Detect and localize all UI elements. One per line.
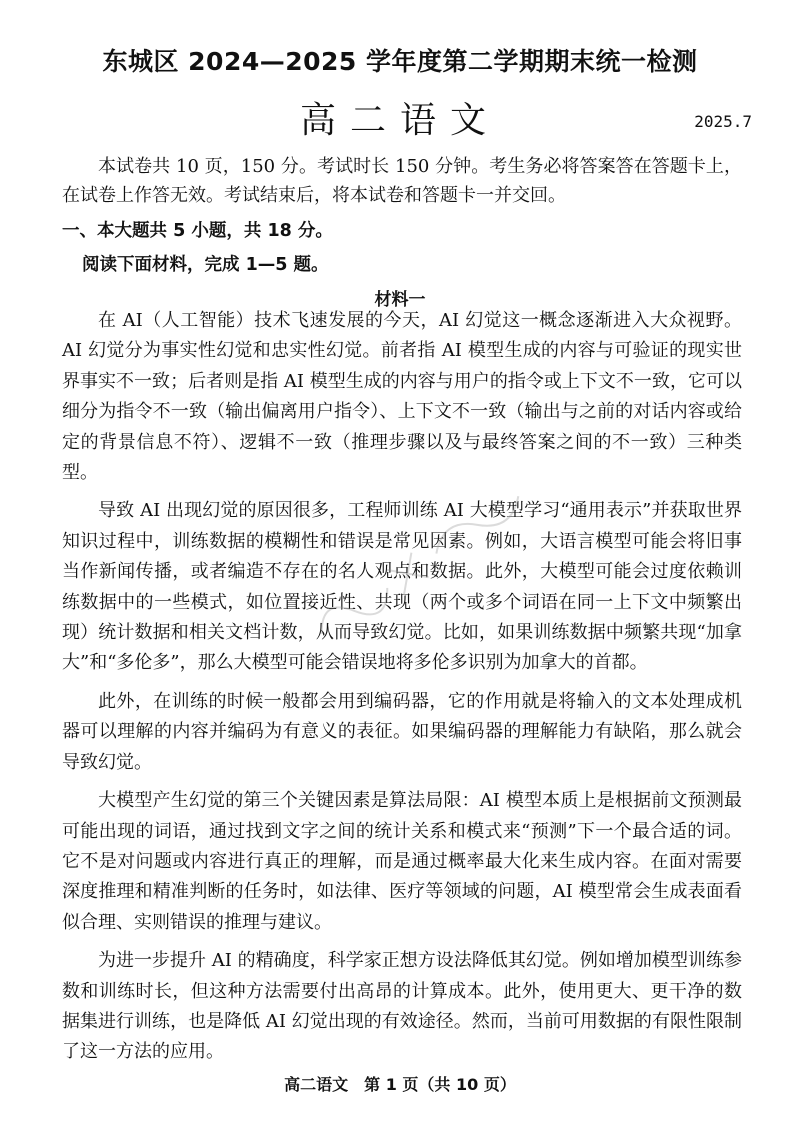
material-paragraph: 大模型产生幻觉的第三个关键因素是算法局限：AI 模型本质上是根据前文预测最可能出现的词语，通过找到文字之间的统计关系和模式来“预测”下一个最合适的词。它不是对问题或内容进行真正的理解，而是通过概率最大化来生成内容。在面对需要深度推理和精准判断的任务时，如法律、医疗等领域的问题，AI 模型常会生成表面看似合理、实则错误的推理与建议。 [62,790,742,933]
material-paragraph: 在 AI（人工智能）技术飞速发展的今天，AI 幻觉这一概念逐渐进入大众视野。AI 幻觉分为事实性幻觉和忠实性幻觉。前者指 AI 模型生成的内容与可验证的现实世界事实不一致；后者则是指 AI 模型生成的内容与用户的指令或上下文不一致，它可以细分为指令不一致（输出偏离用户指令）、上下文不一致（输出与之前的对话内容或给定的背景信息不符）、逻辑不一致（推理步骤以及与最终答案之间的不一致）三种类型。 [62,310,742,484]
page-footer: 高二语文 第 1 页（共 10 页） [284,1075,516,1094]
material-title: 材料一 [374,290,426,310]
section-heading: 一、本大题共 5 小题，共 18 分。 [62,221,333,241]
exam-title: 东城区 2024—2025 学年度第二学期期末统一检测 [102,47,698,76]
material-body [62,306,742,1076]
material-paragraph: 导致 AI 出现幻觉的原因很多，工程师训练 AI 大模型学习“通用表示”并获取世界知识过程中，训练数据的模糊性和错误是常见因素。例如，大语言模型可能会将旧事当作新闻传播，或者编造不存在的名人观点和数据。此外，大模型可能会过度依赖训练数据中的一些模式，如位置接近性、共现（两个或多个词语在同一上下文中频繁出现）统计数据和相关文档计数，从而导致幻觉。比如，如果训练数据中频繁共现“加拿大”和“多伦多”，那么大模型可能会错误地将多伦多识别为加拿大的首都。 [62,500,742,674]
material-paragraph: 此外，在训练的时候一般都会用到编码器，它的作用就是将输入的文本处理成机器可以理解的内容并编码为有意义的表征。如果编码器的理解能力有缺陷，那么就会导致幻觉。 [62,690,742,773]
material-paragraph: 为进一步提升 AI 的精确度，科学家正想方设法降低其幻觉。例如增加模型训练参数和训练时长，但这种方法需要付出高昂的计算成本。此外，使用更大、更干净的数据集进行训练，也是降低 AI 幻觉出现的有效途径。然而，当前可用数据的有限性限制了这一方法的应用。 [62,950,742,1063]
subject-title: 高二语文 [299,100,500,141]
reading-instruction: 阅读下面材料，完成 1—5 题。 [82,255,329,275]
exam-instructions: 本试卷共 10 页，150 分。考试时长 150 分钟。考生务必将答案答在答题卡上，在试卷上作答无效。考试结束后，将本试卷和答题卡一并交回。 [62,156,742,206]
exam-date: 2025.7 [694,112,752,131]
